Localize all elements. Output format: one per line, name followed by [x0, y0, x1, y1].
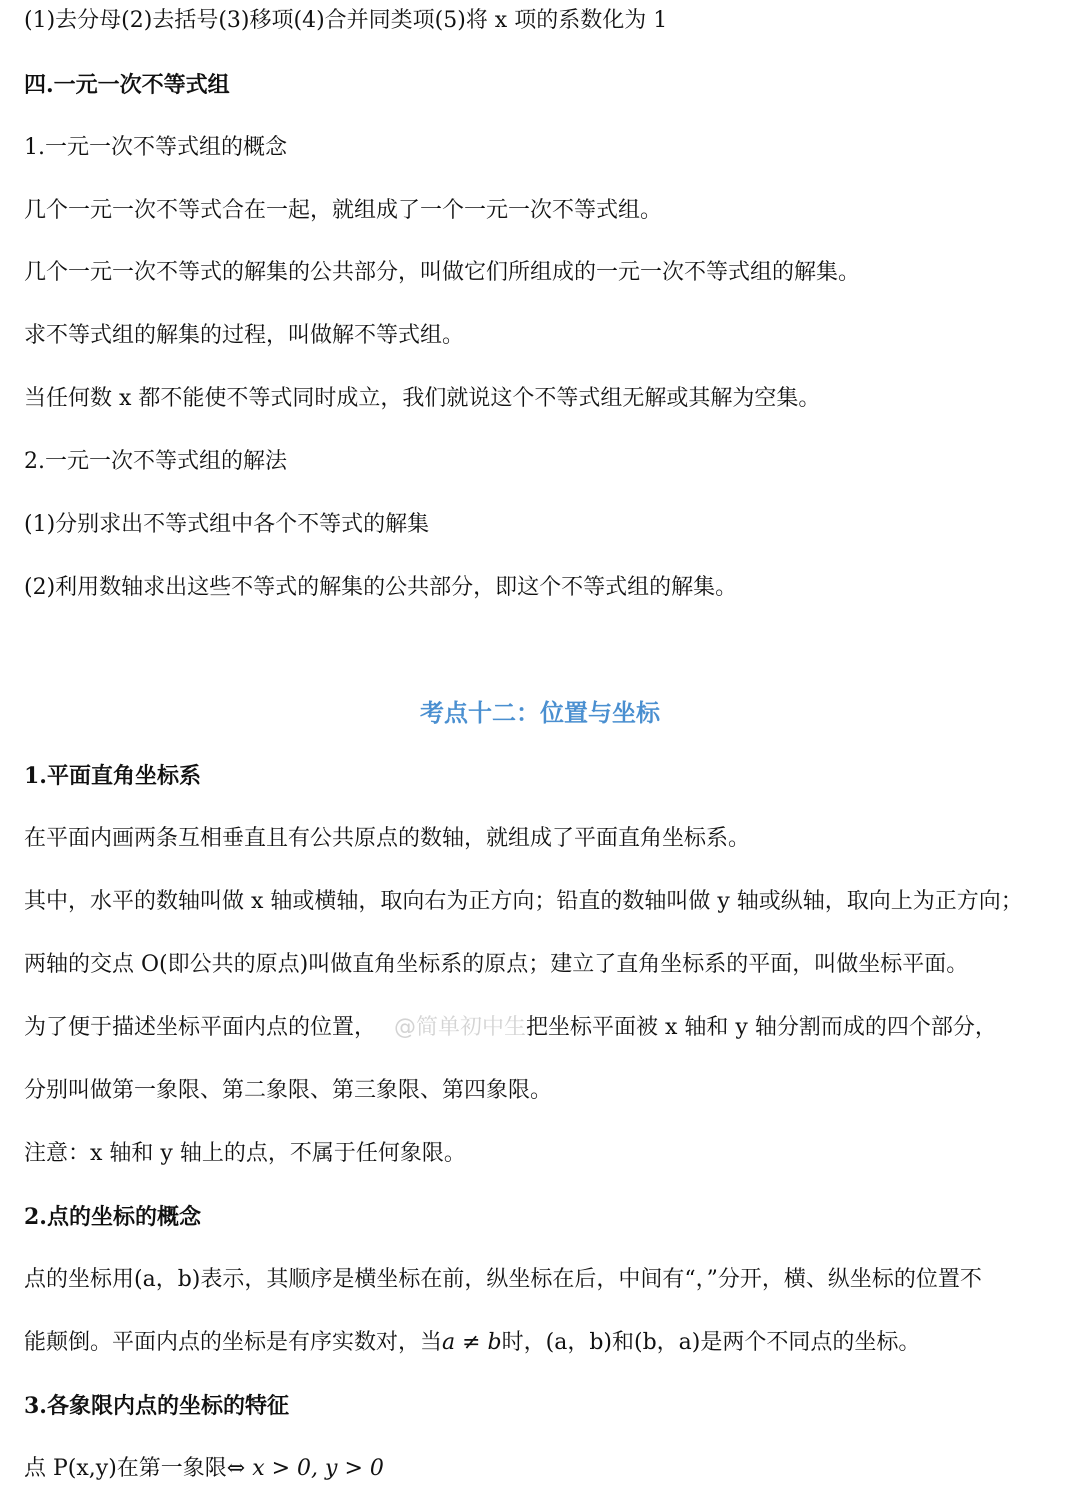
- text-line: 点的坐标用(a，b)表示，其顺序是横坐标在前，纵坐标在后，中间有“，”分开，横、纵坐标的位置不: [24, 1267, 982, 1292]
- text-segment: 能颠倒。平面内点的坐标是有序实数对，当: [24, 1330, 443, 1355]
- math-expression: a ≠ b: [442, 1330, 502, 1355]
- subheading-concept: 1.一元一次不等式组的概念: [24, 135, 287, 160]
- text-line: 两轴的交点 O(即公共的原点)叫做直角坐标系的原点；建立了直角坐标系的平面，叫做坐标平面。: [24, 952, 969, 977]
- text-line: [24, 1013, 997, 1043]
- text-segment: 把坐标平面被 x 轴和 y 轴分割而成的四个部分，: [526, 1015, 997, 1040]
- section-title: 考点十二：位置与坐标: [420, 699, 660, 727]
- text-segment: 时，(a，b)和(b，a)是两个不同点的坐标。: [501, 1330, 921, 1355]
- text-line: (2)利用数轴求出这些不等式的解集的公共部分，即这个不等式组的解集。: [24, 575, 738, 600]
- text-line: 几个一元一次不等式合在一起，就组成了一个一元一次不等式组。: [24, 198, 663, 223]
- text-line: (1)分别求出不等式组中各个不等式的解集: [24, 512, 430, 537]
- text-line: 当任何数 x 都不能使不等式同时成立，我们就说这个不等式组无解或其解为空集。: [24, 386, 821, 411]
- subheading-method: 2.一元一次不等式组的解法: [24, 449, 287, 474]
- text-line: [24, 1454, 384, 1484]
- math-expression: ⇔ x > 0, y > 0: [226, 1456, 384, 1481]
- text-line: (1)去分母(2)去括号(3)移项(4)合并同类项(5)将 x 项的系数化为 1: [24, 8, 668, 33]
- heading-coordinate-system: 1.平面直角坐标系: [24, 763, 201, 789]
- watermark: @简单初中生: [394, 1015, 527, 1040]
- note-line: 注意：x 轴和 y 轴上的点，不属于任何象限。: [24, 1141, 466, 1166]
- text-line: [24, 1328, 920, 1358]
- text-line: 其中，水平的数轴叫做 x 轴或横轴，取向右为正方向；铅直的数轴叫做 y 轴或纵轴，取向上为正方向；: [24, 889, 1023, 914]
- text-segment: 为了便于描述坐标平面内点的位置，: [24, 1015, 377, 1040]
- heading-point-coordinates: 2.点的坐标的概念: [24, 1204, 201, 1230]
- text-line: 在平面内画两条互相垂直且有公共原点的数轴，就组成了平面直角坐标系。: [24, 826, 751, 851]
- text-segment: 点 P(x,y)在第一象限: [24, 1456, 227, 1481]
- heading-quadrant-features: 3.各象限内点的坐标的特征: [24, 1393, 289, 1419]
- heading-inequality-system: 四.一元一次不等式组: [24, 72, 230, 98]
- text-line: 几个一元一次不等式的解集的公共部分，叫做它们所组成的一元一次不等式组的解集。: [24, 260, 861, 285]
- text-line: 分别叫做第一象限、第二象限、第三象限、第四象限。: [24, 1078, 553, 1103]
- text-line: 求不等式组的解集的过程，叫做解不等式组。: [24, 323, 465, 348]
